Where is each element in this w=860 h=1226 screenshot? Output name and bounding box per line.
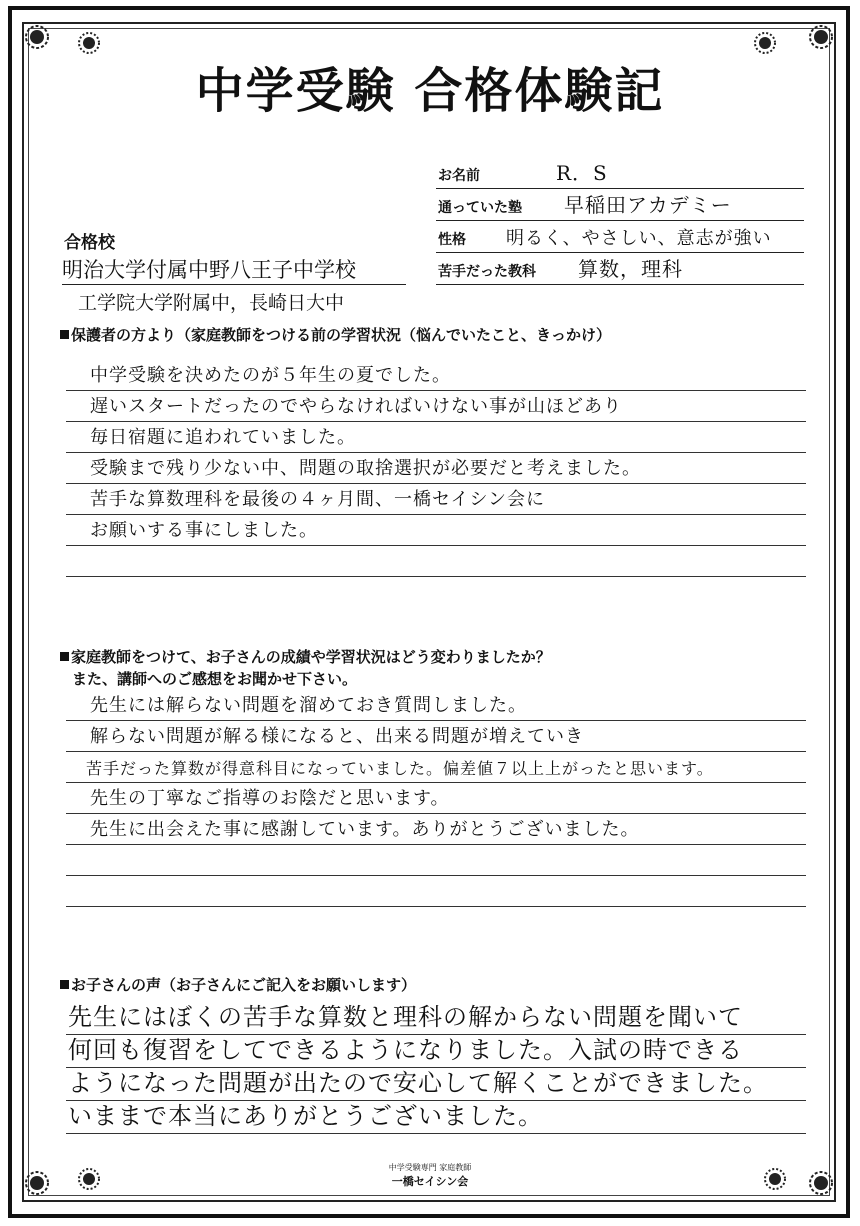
- personality-value: 明るく、やさしい、意志が強い: [506, 228, 772, 249]
- personality-row: [436, 222, 804, 253]
- ruled-line: [66, 845, 806, 876]
- change-comment-lines: [66, 690, 806, 907]
- square-bullet-icon: [60, 330, 69, 339]
- corner-ornament-icon: [24, 24, 50, 50]
- handwritten-line: 毎日宿題に追われていました。: [90, 427, 356, 448]
- section-heading-parent: [60, 324, 611, 346]
- ruled-line: [66, 453, 806, 484]
- footer-logo: [0, 1162, 860, 1189]
- weak-subject-row: [436, 254, 804, 285]
- ruled-line: [66, 515, 806, 546]
- child-comment-lines: [66, 1002, 806, 1134]
- handwritten-line: 何回も復習をしてできるようになりました。入試の時できる: [68, 1036, 743, 1064]
- section-heading-text: お子さんの声（お子さんにご記入をお願いします）: [71, 976, 417, 994]
- handwritten-line: 苦手だった算数が得意科目になっていました。偏差値７以上上がったと思います。: [86, 759, 714, 778]
- section-heading-text: 保護者の方より（家庭教師をつける前の学習状況（悩んでいたこと、きっかけ）: [71, 326, 612, 344]
- ruled-line: [66, 690, 806, 721]
- footer-tagline: 中学受験専門 家庭教師: [388, 1163, 472, 1172]
- ruled-line: [66, 360, 806, 391]
- cram-school-label: 通っていた塾: [438, 200, 522, 216]
- section-heading-text: 家庭教師をつけて、お子さんの成績や学習状況はどう変わりましたか？: [71, 648, 551, 666]
- ruled-line: [66, 422, 806, 453]
- name-value: R．S: [556, 161, 608, 185]
- section-heading-change: [60, 646, 551, 690]
- page-title: 中学受験 合格体験記: [195, 63, 665, 119]
- handwritten-line: 遅いスタートだったのでやらなければいけない事が山ほどあり: [90, 396, 622, 417]
- ruled-line: [66, 814, 806, 845]
- ruled-line: [66, 1101, 806, 1134]
- ruled-line: [66, 721, 806, 752]
- name-row: [436, 158, 804, 189]
- accepted-schools-label: 合格校: [64, 233, 115, 253]
- cram-school-value: 早稲田アカデミー: [564, 193, 732, 217]
- handwritten-line: いままで本当にありがとうございました。: [68, 1102, 543, 1130]
- handwritten-line: 先生にはぼくの苦手な算数と理科の解からない問題を聞いて: [68, 1003, 743, 1031]
- footer-brand: 一橋セイシン会: [391, 1175, 469, 1188]
- ruled-line: [66, 783, 806, 814]
- weak-subject-label: 苦手だった教科: [438, 264, 536, 280]
- handwritten-line: 先生の丁寧なご指導のお陰だと思います。: [90, 788, 450, 809]
- ruled-line: [66, 546, 806, 577]
- handwritten-line: 先生には解らない問題を溜めておき質問しました。: [90, 695, 527, 716]
- accepted-school-line: 明治大学付属中野八王子中学校: [62, 254, 406, 285]
- ruled-line: [66, 752, 806, 783]
- square-bullet-icon: [60, 980, 69, 989]
- handwritten-line: お願いする事にしました。: [90, 520, 318, 541]
- handwritten-line: 中学受験を決めたのが５年生の夏でした。: [90, 365, 451, 386]
- accepted-school-line: 工学院大学附属中，長崎日大中: [78, 292, 345, 314]
- corner-ornament-icon: [808, 24, 834, 50]
- handwritten-line: 受験まで残り少ない中、問題の取捨選択が必要だと考えました。: [90, 458, 641, 479]
- square-bullet-icon: [60, 652, 69, 661]
- handwritten-line: ようになった問題が出たので安心して解くことができました。: [68, 1069, 768, 1097]
- section-heading-text-2: また、講師へのご感想をお聞かせ下さい。: [72, 670, 358, 688]
- ruled-line: [66, 484, 806, 515]
- personality-label: 性格: [438, 232, 466, 248]
- weak-subject-value: 算数，理科: [578, 257, 683, 281]
- handwritten-line: 苦手な算数理科を最後の４ヶ月間、一橋セイシン会に: [90, 489, 546, 510]
- name-label: お名前: [438, 168, 480, 184]
- ruled-line: [66, 876, 806, 907]
- cram-school-row: [436, 190, 804, 221]
- section-heading-child: [60, 974, 416, 996]
- handwritten-line: 解らない問題が解る様になると、出来る問題が増えていき: [90, 726, 584, 747]
- handwritten-line: 先生に出会えた事に感謝しています。ありがとうございました。: [90, 819, 640, 840]
- parent-comment-lines: [66, 360, 806, 577]
- ruled-line: [66, 391, 806, 422]
